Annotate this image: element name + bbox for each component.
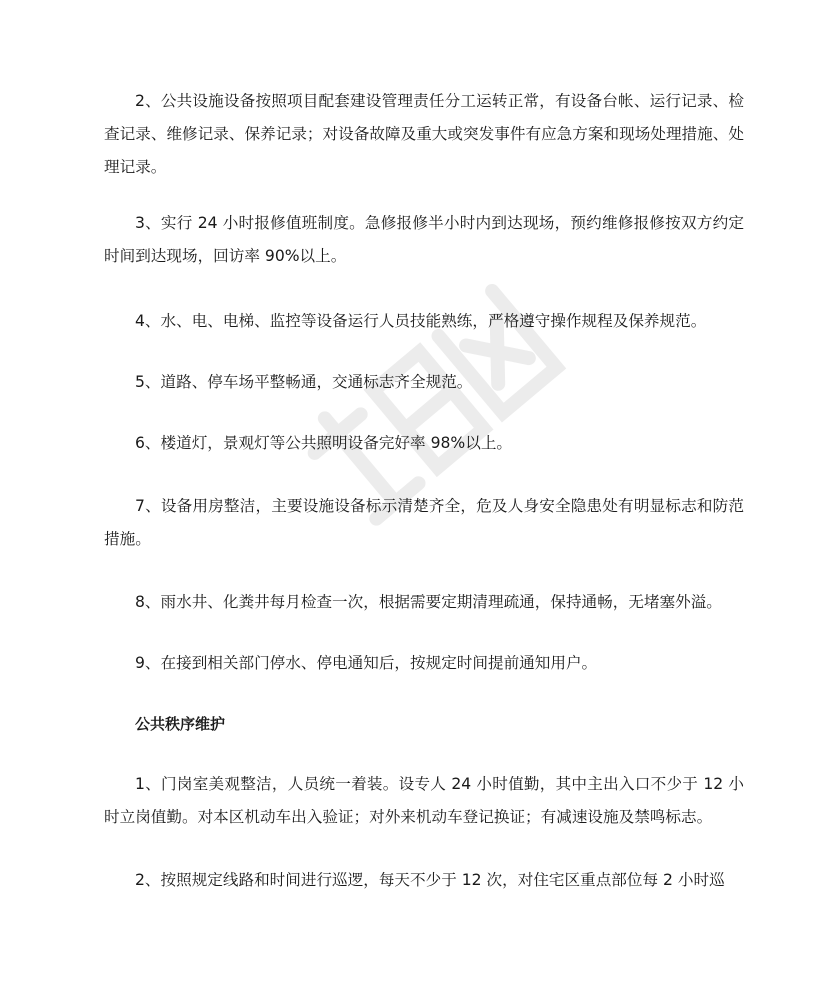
paragraph-2: 2、公共设施设备按照项目配套建设管理责任分工运转正常，有设备台帐、运行记录、检查记录、维修记录、保养记录；对设备故障及重大或突发事件有应急方案和现场处理措施、处理记录。 — [104, 92, 744, 176]
section-paragraph-1: 1、门岗室美观整洁，人员统一着装。设专人 24 小时值勤，其中主出入口不少于 12 小时立岗值勤。对本区机动车出入验证；对外来机动车登记换证；有减速设施及禁鸣标志。 — [104, 775, 744, 826]
paragraph-9: 9、在接到相关部门停水、停电通知后，按规定时间提前通知用户。 — [135, 654, 598, 672]
paragraph-8: 8、雨水井、化粪井每月检查一次，根据需要定期清理疏通，保持通畅，无堵塞外溢。 — [135, 593, 722, 611]
paragraph-4: 4、水、电、电梯、监控等设备运行人员技能熟练，严格遵守操作规程及保养规范。 — [135, 312, 707, 330]
paragraph-6: 6、楼道灯，景观灯等公共照明设备完好率 98%以上。 — [135, 434, 513, 452]
section-paragraph-2: 2、按照规定线路和时间进行巡逻，每天不少于 12 次，对住宅区重点部位每 2 小时巡 — [135, 871, 725, 889]
paragraph-5: 5、道路、停车场平整畅通，交通标志齐全规范。 — [135, 373, 473, 391]
section-heading: 公共秩序维护 — [135, 715, 226, 733]
paragraph-7: 7、设备用房整洁，主要设施设备标示清楚齐全，危及人身安全隐患处有明显标志和防范措施。 — [104, 497, 744, 548]
paragraph-3: 3、实行 24 小时报修值班制度。急修报修半小时内到达现场，预约维修报修按双方约定时间到达现场，回访率 90%以上。 — [104, 214, 744, 265]
